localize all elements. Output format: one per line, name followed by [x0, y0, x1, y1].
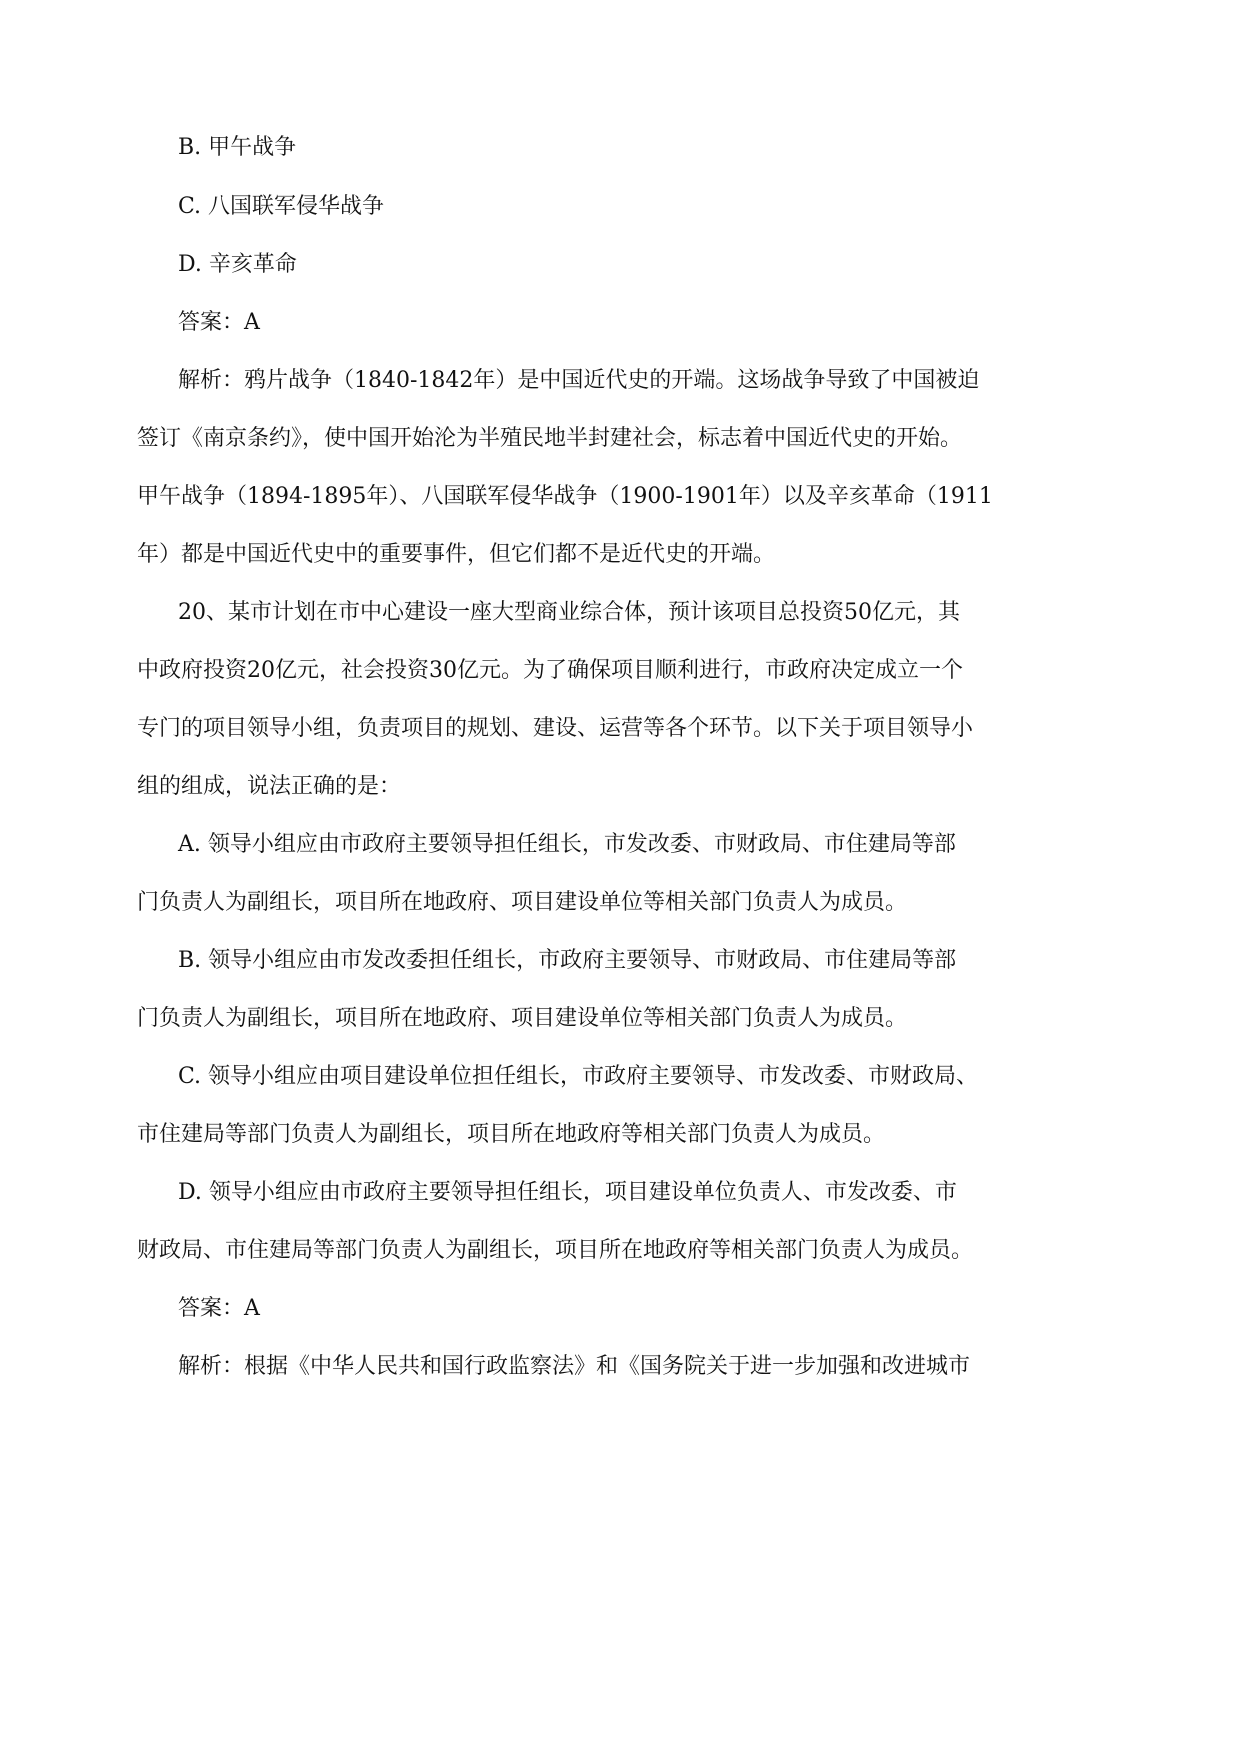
explanation-line: 签订《南京条约》，使中国开始沦为半殖民地半封建社会，标志着中国近代史的开始。 — [137, 426, 963, 451]
question-20-line: 20、某市计划在市中心建设一座大型商业综合体，预计该项目总投资50亿元，其 — [178, 600, 960, 625]
answer: 答案：A — [178, 1296, 260, 1321]
option-d: 财政局、市住建局等部门负责人为副组长，项目所在地政府等相关部门负责人为成员。 — [137, 1238, 974, 1263]
question-20-line: 专门的项目领导小组，负责项目的规划、建设、运营等各个环节。以下关于项目领导小 — [137, 716, 974, 741]
question-20-line: 中政府投资20亿元，社会投资30亿元。为了确保项目顺利进行，市政府决定成立一个 — [137, 658, 963, 683]
option-c: C. 八国联军侵华战争 — [178, 194, 385, 219]
option-b: 门负责人为副组长，项目所在地政府、项目建设单位等相关部门负责人为成员。 — [137, 1006, 908, 1031]
option-b: B. 甲午战争 — [178, 135, 297, 160]
option-d: D. 辛亥革命 — [178, 252, 297, 277]
explanation-line: 甲午战争（1894-1895年）、八国联军侵华战争（1900-1901年）以及辛亥革命（1911 — [137, 484, 993, 509]
question-20-line: 组的组成，说法正确的是： — [137, 774, 402, 799]
option-a: A. 领导小组应由市政府主要领导担任组长，市发改委、市财政局、市住建局等部 — [178, 832, 956, 857]
option-d: D. 领导小组应由市政府主要领导担任组长，项目建设单位负责人、市发改委、市 — [178, 1180, 957, 1205]
option-c: C. 领导小组应由项目建设单位担任组长，市政府主要领导、市发改委、市财政局、 — [178, 1064, 979, 1089]
explanation-line: 解析：鸦片战争（1840-1842年）是中国近代史的开端。这场战争导致了中国被迫 — [178, 368, 980, 393]
explanation-line: 年）都是中国近代史中的重要事件，但它们都不是近代史的开端。 — [137, 542, 776, 567]
option-b: B. 领导小组应由市发改委担任组长，市政府主要领导、市财政局、市住建局等部 — [178, 948, 957, 973]
option-a: 门负责人为副组长，项目所在地政府、项目建设单位等相关部门负责人为成员。 — [137, 890, 908, 915]
option-c: 市住建局等部门负责人为副组长，项目所在地政府等相关部门负责人为成员。 — [137, 1122, 886, 1147]
answer: 答案：A — [178, 310, 260, 335]
explanation-line: 解析：根据《中华人民共和国行政监察法》和《国务院关于进一步加强和改进城市 — [178, 1354, 971, 1379]
